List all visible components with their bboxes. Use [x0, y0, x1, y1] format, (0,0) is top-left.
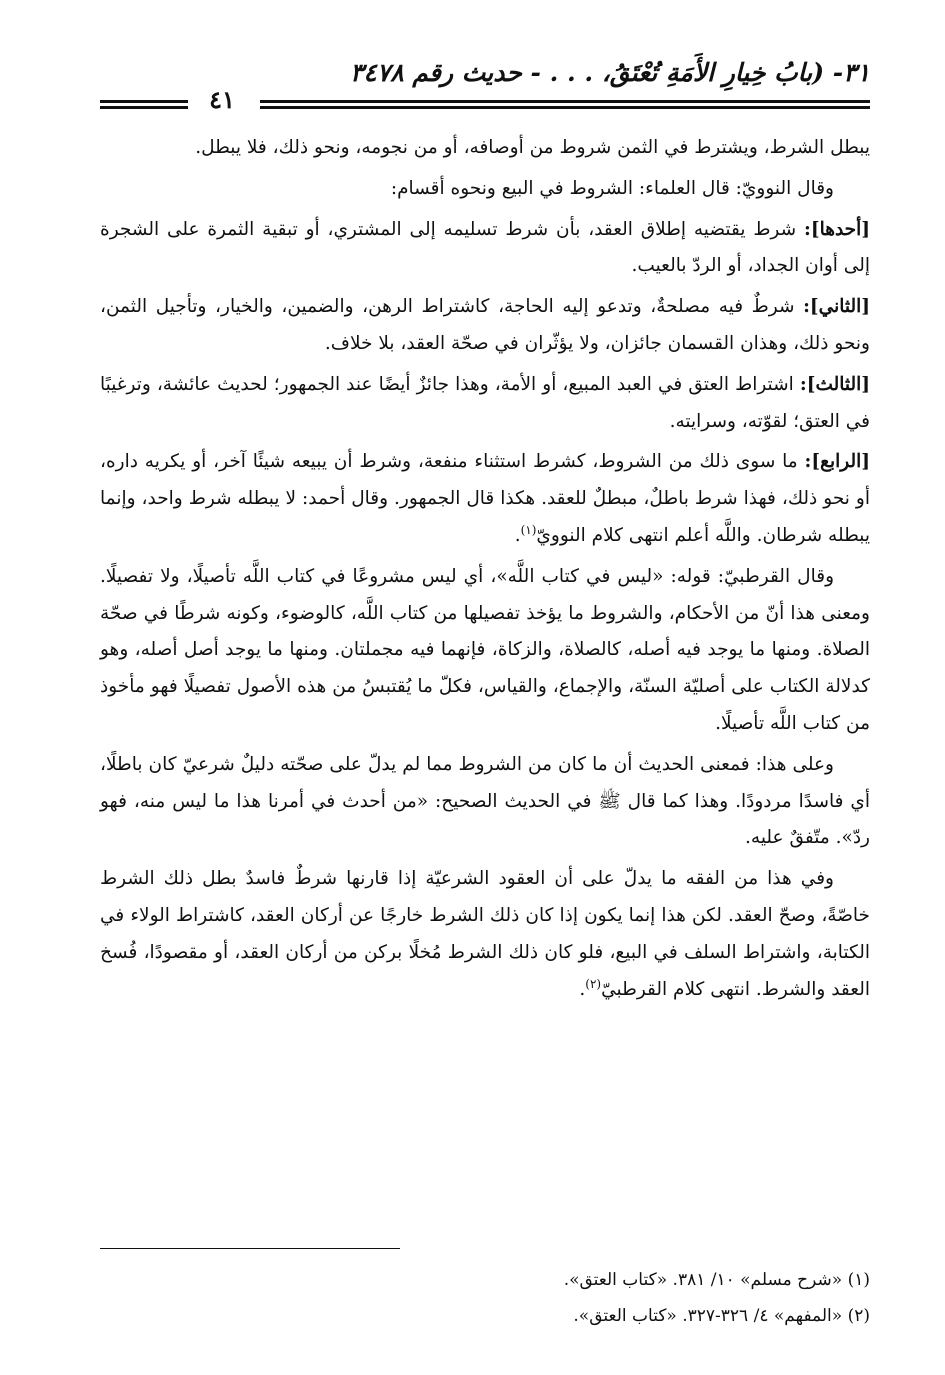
- page-header: [100, 58, 870, 118]
- section-label: [الثاني]:: [803, 296, 870, 318]
- header-rule: [260, 106, 870, 109]
- header-rule: [100, 100, 188, 103]
- section-label: [الثالث]:: [799, 373, 870, 395]
- footnote-ref: (١): [520, 522, 537, 537]
- header-rule: [100, 106, 188, 109]
- paragraph-text: اشتراط العتق في العبد المبيع، أو الأمة، وهذا جائزٌ أيضًا عند الجمهور؛ لحديث عائشة، وترغيبًا في العتق؛ لقوّته، وسرايته.: [100, 373, 870, 432]
- paragraph-text: وفي هذا من الفقه ما يدلّ على أن العقود الشرعيّة إذا قارنها شرطٌ فاسدٌ بطل ذلك الشرط خاصّةً، وصحّ العقد. لكن هذا إنما يكون إذا كان ذلك الشرط خارجًا عن أركان العقد، كاشتراط الولاء في الكتابة، واشتراط السلف في البيع، فلو كان ذلك الشرط مُخلًا بركن من أركان العقد، أو مقصودًا، فُسخ العقد والشرط. انتهى كلام القرطبيّ: [100, 868, 870, 1000]
- paragraph: يبطل الشرط، ويشترط في الثمن شروط من أوصافه، أو من نجومه، ونحو ذلك، فلا يبطل.: [195, 137, 870, 158]
- footnote: (١) «شرح مسلم» ١٠/ ٣٨١. «كتاب العتق».: [563, 1270, 870, 1290]
- paragraph: [100, 212, 870, 286]
- paragraph: [100, 289, 870, 363]
- paragraph: وعلى هذا: فمعنى الحديث أن ما كان من الشروط مما لم يدلّ على صحّته دليلٌ شرعيّ كان باطلًا، أي فاسدًا مردودًا. وهذا كما قال ﷺ في الحديث الصحيح: «من أحدث في أمرنا هذا ما ليس منه، فهو ردّ». متّفقٌ عليه.: [100, 753, 870, 849]
- paragraph-end: .: [579, 978, 586, 1000]
- header-rule: [260, 100, 870, 103]
- running-title: ٣١- (بابُ خِيارِ الأَمَةِ تُعْتَقُ، . . . - حديث رقم ٣٤٧٨: [349, 58, 870, 87]
- footnotes: [100, 1262, 870, 1334]
- footnote-ref: (٢): [585, 976, 602, 991]
- page-number: ٤١: [209, 85, 235, 114]
- paragraph-text: شرطٌ فيه مصلحةٌ، وتدعو إليه الحاجة، كاشتراط الرهن، والضمين، والخيار، وتأجيل الثمن، ونحو ذلك، وهذان القسمان جائزان، ولا يؤثّران في صحّة العقد، بلا خلاف.: [100, 296, 870, 354]
- paragraph-text: ما سوى ذلك من الشروط، كشرط استثناء منفعة، وشرط أن يبيعه شيئًا آخر، أو يكريه داره، أو نحو ذلك، فهذا شرط باطلٌ، مبطلٌ للعقد. هكذا قال الجمهور. وقال أحمد: لا يبطله شرط واحد، وإنما يبطله شرطان. واللَّه أعلم انتهى كلام النوويّ: [100, 451, 870, 546]
- paragraph: وقال القرطبيّ: قوله: «ليس في كتاب اللَّه»، أي ليس مشروعًا في كتاب اللَّه تأصيلًا، ولا تفصيلًا. ومعنى هذا أنّ من الأحكام، والشروط ما يؤخذ تفصيلها من كتاب اللَّه، كالوضوء، وكونه شرطًا في صحّة الصلاة. ومنها ما يوجد فيه أصله، كالصلاة، والزكاة، فإنهما فيه مجملتان. ومنها ما يوجد أصل أصله، وهو كدلالة الكتاب على أصليّة السنّة، والإجماع، والقياس، فكلّ ما يُقتبسُ من هذه الأصول تفصيلًا فهو مأخوذ من كتاب اللَّه تأصيلًا.: [100, 565, 870, 734]
- footnote-separator: [100, 1248, 400, 1249]
- section-label: [الرابع]:: [804, 451, 870, 473]
- paragraph: [100, 367, 870, 441]
- paragraph-end: .: [514, 524, 521, 546]
- paragraph: وقال النوويّ: قال العلماء: الشروط في البيع ونحوه أقسام:: [390, 177, 834, 199]
- footnote: (٢) «المفهم» ٤/ ٣٢٦-٣٢٧. «كتاب العتق».: [573, 1306, 870, 1326]
- section-label: [أحدها]:: [803, 218, 870, 240]
- main-text: [100, 130, 870, 1012]
- paragraph-text: شرط يقتضيه إطلاق العقد، بأن شرط تسليمه إلى المشتري، أو تبقية الثمرة على الشجرة إلى أوان الجداد، أو الردّ بالعيب.: [100, 218, 870, 277]
- paragraph: [100, 444, 870, 554]
- paragraph: [100, 861, 870, 1008]
